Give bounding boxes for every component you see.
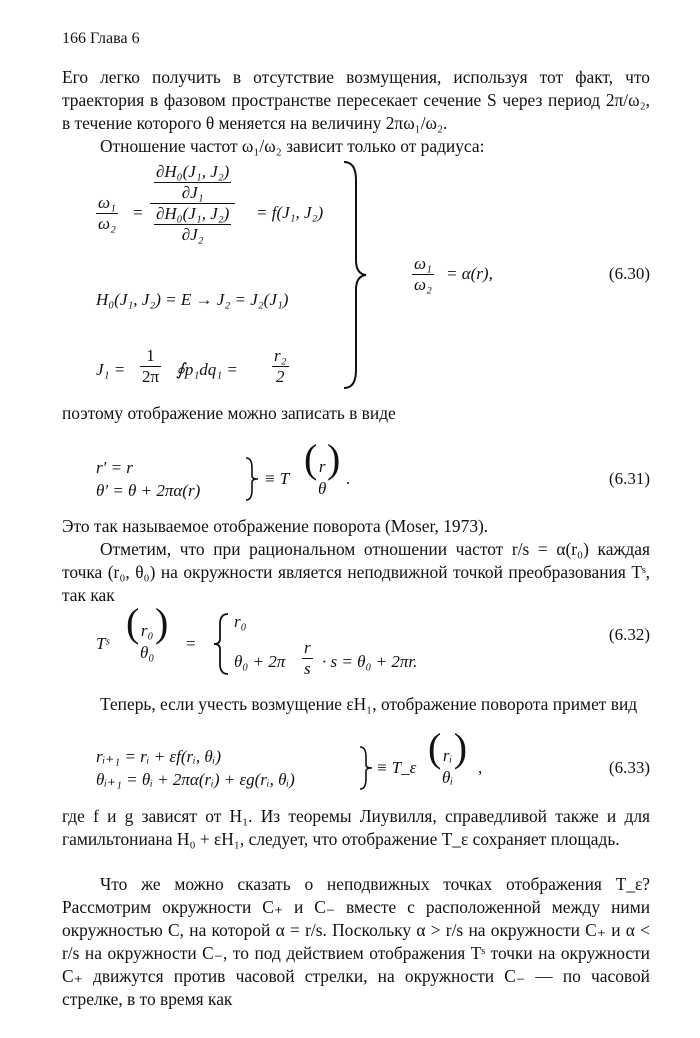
paragraph-1: Его легко получить в отсутствие возмущения, используя тот факт, что траектория в фазовом пространстве пересекает сечение S через период 2π/ω₂, в течение которого θ меняется на величину 2πω₁/ω₂.: [62, 67, 650, 133]
equation-label-6-33: (6.33): [608, 758, 650, 777]
paragraph-3: поэтому отображение можно записать в виде: [62, 403, 396, 423]
page-header: 166 Глава 6: [62, 30, 140, 47]
paragraph-8: Что же можно сказать о неподвижных точках отображения T_ε? Рассмотрим окружности C₊ и C₋ вместе с расположенной между ними окружностью C, на которой α = r/s. Поскольку α > r/s на окружности C₊ и α < r/s на окружности C₋, то под действием отображения Tˢ точки на окружности C₊ движутся против часовой стрелки, на окружности C₋ — по часовой стрелке, в то время как: [62, 874, 650, 1009]
omega-ratio: $\frac{\text{ω₁}}{\text{ω₂}}$: [98, 193, 116, 233]
paragraph-4: Это так называемое отображение поворота (Moser, 1973).: [62, 516, 489, 536]
right-brace: [340, 160, 370, 390]
paragraph-7: где f и g зависят от H₁. Из теоремы Лиувилля, справедливой также и для гамильтониана H₀ + εH₁, следует, что отображение T_ε сохраняет площадь.: [62, 806, 650, 849]
equation-label-6-32: (6.32): [608, 625, 650, 644]
hamiltonian-derivative-fraction: ∂H₀(J₁, J₂) ∂J₁ ∂H₀(J₁, J₂) ∂J₂: [150, 162, 235, 245]
paragraph-5: Отметим, что при рациональном отношении частот r/s = α(r₀) каждая точка (r₀, θ₀) на окружности является неподвижной точкой преобразования Tˢ, так как: [62, 539, 650, 605]
equation-label-6-30: (6.30): [608, 264, 650, 283]
equation-label-6-31: (6.31): [608, 469, 650, 488]
paragraph-6: Теперь, если учесть возмущение εH₁, отображение поворота примет вид: [100, 694, 638, 714]
paragraph-2: Отношение частот ω₁/ω₂ зависит только от радиуса:: [100, 136, 485, 156]
